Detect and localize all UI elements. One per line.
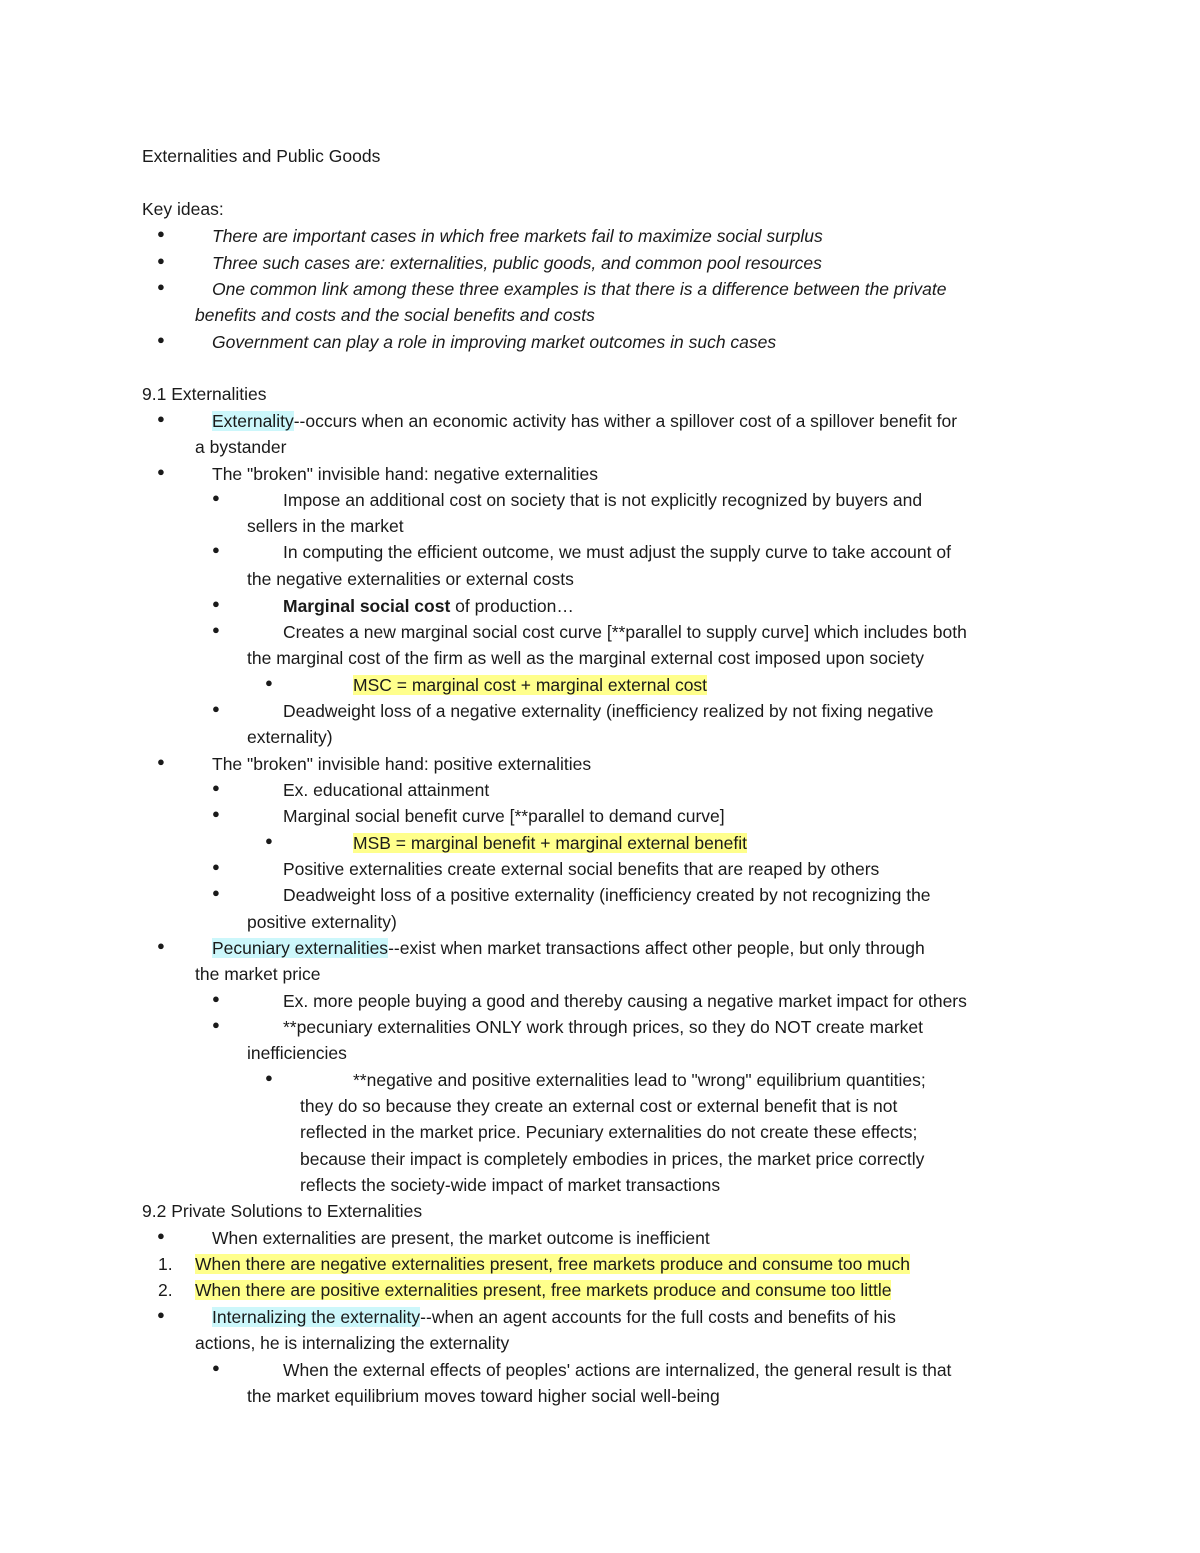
numbered-marker-1: 1. <box>158 1254 173 1274</box>
pec-subitem-1-cont-3: because their impact is completely embodies in prices, the market price correctly <box>300 1149 925 1169</box>
neg-item-2-cont: the negative externalities or external costs <box>247 569 574 589</box>
neg-item-3: Marginal social cost of production… <box>283 596 574 616</box>
key-ideas-heading: Key ideas: <box>142 199 224 219</box>
bullet: ● <box>265 1070 273 1085</box>
externality-term: Externality <box>212 411 294 431</box>
bullet: ● <box>157 938 165 953</box>
key-idea-3-cont: benefits and costs and the social benefits and costs <box>195 305 595 325</box>
section-9-2-heading: 9.2 Private Solutions to Externalities <box>142 1201 423 1221</box>
bullet: ● <box>157 226 165 241</box>
pec-subitem-1-cont-1: they do so because they create an external cost or external benefit that is not <box>300 1096 898 1116</box>
bullet: ● <box>212 991 220 1006</box>
neg-item-5-cont: externality) <box>247 727 333 747</box>
pos-item-1: Ex. educational attainment <box>283 780 490 800</box>
neg-item-5: Deadweight loss of a negative externality (inefficiency realized by not fixing negative <box>283 701 934 721</box>
key-idea-4: Government can play a role in improving market outcomes in such cases <box>212 332 777 352</box>
internalizing-sub-1: When the external effects of peoples' actions are internalized, the general result is that <box>283 1360 952 1380</box>
bullet: ● <box>212 542 220 557</box>
pec-item-2: **pecuniary externalities ONLY work through prices, so they do NOT create market <box>283 1017 924 1037</box>
bullet: ● <box>212 596 220 611</box>
s92-item-1: When externalities are present, the market outcome is inefficient <box>212 1228 710 1248</box>
bullet: ● <box>157 464 165 479</box>
bullet: ● <box>212 1360 220 1375</box>
section-9-1-heading: 9.1 Externalities <box>142 384 267 404</box>
pec-subitem-1: **negative and positive externalities lead to "wrong" equilibrium quantities; <box>353 1070 926 1090</box>
neg-item-4-cont: the marginal cost of the firm as well as the marginal external cost imposed upon society <box>247 648 924 668</box>
bullet: ● <box>157 411 165 426</box>
bullet: ● <box>212 780 220 795</box>
msc-term: Marginal social cost <box>283 596 451 616</box>
key-idea-1: There are important cases in which free markets fail to maximize social surplus <box>212 226 823 246</box>
numbered-marker-2: 2. <box>158 1280 173 1300</box>
pos-item-4: Deadweight loss of a positive externality (inefficiency created by not recognizing the <box>283 885 931 905</box>
pos-item-2: Marginal social benefit curve [**parallel to demand curve] <box>283 806 725 826</box>
bullet: ● <box>212 1017 220 1032</box>
neg-item-1-cont: sellers in the market <box>247 516 404 536</box>
pecuniary-definition: Pecuniary externalities--exist when market transactions affect other people, but only through <box>212 938 925 958</box>
pec-item-2-cont: inefficiencies <box>247 1043 347 1063</box>
pec-subitem-1-cont-4: reflects the society-wide impact of market transactions <box>300 1175 721 1195</box>
externality-definition: Externality--occurs when an economic activity has wither a spillover cost of a spillover benefit for <box>212 411 958 431</box>
bullet: ● <box>157 754 165 769</box>
internalizing-term: Internalizing the externality <box>212 1307 421 1327</box>
bullet: ● <box>157 1307 165 1322</box>
msb-formula: MSB = marginal benefit + marginal external benefit <box>353 833 747 853</box>
pecuniary-definition-cont: the market price <box>195 964 321 984</box>
msc-formula: MSC = marginal cost + marginal external cost <box>353 675 708 695</box>
key-idea-3: One common link among these three examples is that there is a difference between the private <box>212 279 947 299</box>
bullet: ● <box>265 675 273 690</box>
internalizing-definition-cont: actions, he is internalizing the externality <box>195 1333 510 1353</box>
bullet: ● <box>212 701 220 716</box>
internalizing-definition: Internalizing the externality--when an agent accounts for the full costs and benefits of his <box>212 1307 896 1327</box>
bullet: ● <box>265 833 273 848</box>
bullet: ● <box>212 806 220 821</box>
document-title: Externalities and Public Goods <box>142 146 381 166</box>
bullet: ● <box>212 885 220 900</box>
bullet: ● <box>212 490 220 505</box>
bullet: ● <box>157 253 165 268</box>
numbered-item-2: When there are positive externalities present, free markets produce and consume too little <box>195 1280 892 1300</box>
pec-subitem-1-cont-2: reflected in the market price. Pecuniary externalities do not create these effects; <box>300 1122 918 1142</box>
neg-item-4: Creates a new marginal social cost curve [**parallel to supply curve] which includes both <box>283 622 967 642</box>
pos-item-3: Positive externalities create external social benefits that are reaped by others <box>283 859 880 879</box>
key-idea-2: Three such cases are: externalities, public goods, and common pool resources <box>212 253 822 273</box>
neg-item-2: In computing the efficient outcome, we must adjust the supply curve to take account of <box>283 542 951 562</box>
numbered-item-1: When there are negative externalities present, free markets produce and consume too much <box>195 1254 910 1274</box>
neg-item-1: Impose an additional cost on society that is not explicitly recognized by buyers and <box>283 490 923 510</box>
externality-definition-cont: a bystander <box>195 437 287 457</box>
pecuniary-term: Pecuniary externalities <box>212 938 389 958</box>
pos-item-4-cont: positive externality) <box>247 912 397 932</box>
bullet: ● <box>157 332 165 347</box>
positive-externalities-heading: The "broken" invisible hand: positive externalities <box>212 754 592 774</box>
bullet: ● <box>157 1228 165 1243</box>
bullet: ● <box>212 859 220 874</box>
bullet: ● <box>157 279 165 294</box>
negative-externalities-heading: The "broken" invisible hand: negative externalities <box>212 464 598 484</box>
internalizing-sub-1-cont: the market equilibrium moves toward higher social well-being <box>247 1386 720 1406</box>
pec-item-1: Ex. more people buying a good and thereby causing a negative market impact for others <box>283 991 967 1011</box>
bullet: ● <box>212 622 220 637</box>
